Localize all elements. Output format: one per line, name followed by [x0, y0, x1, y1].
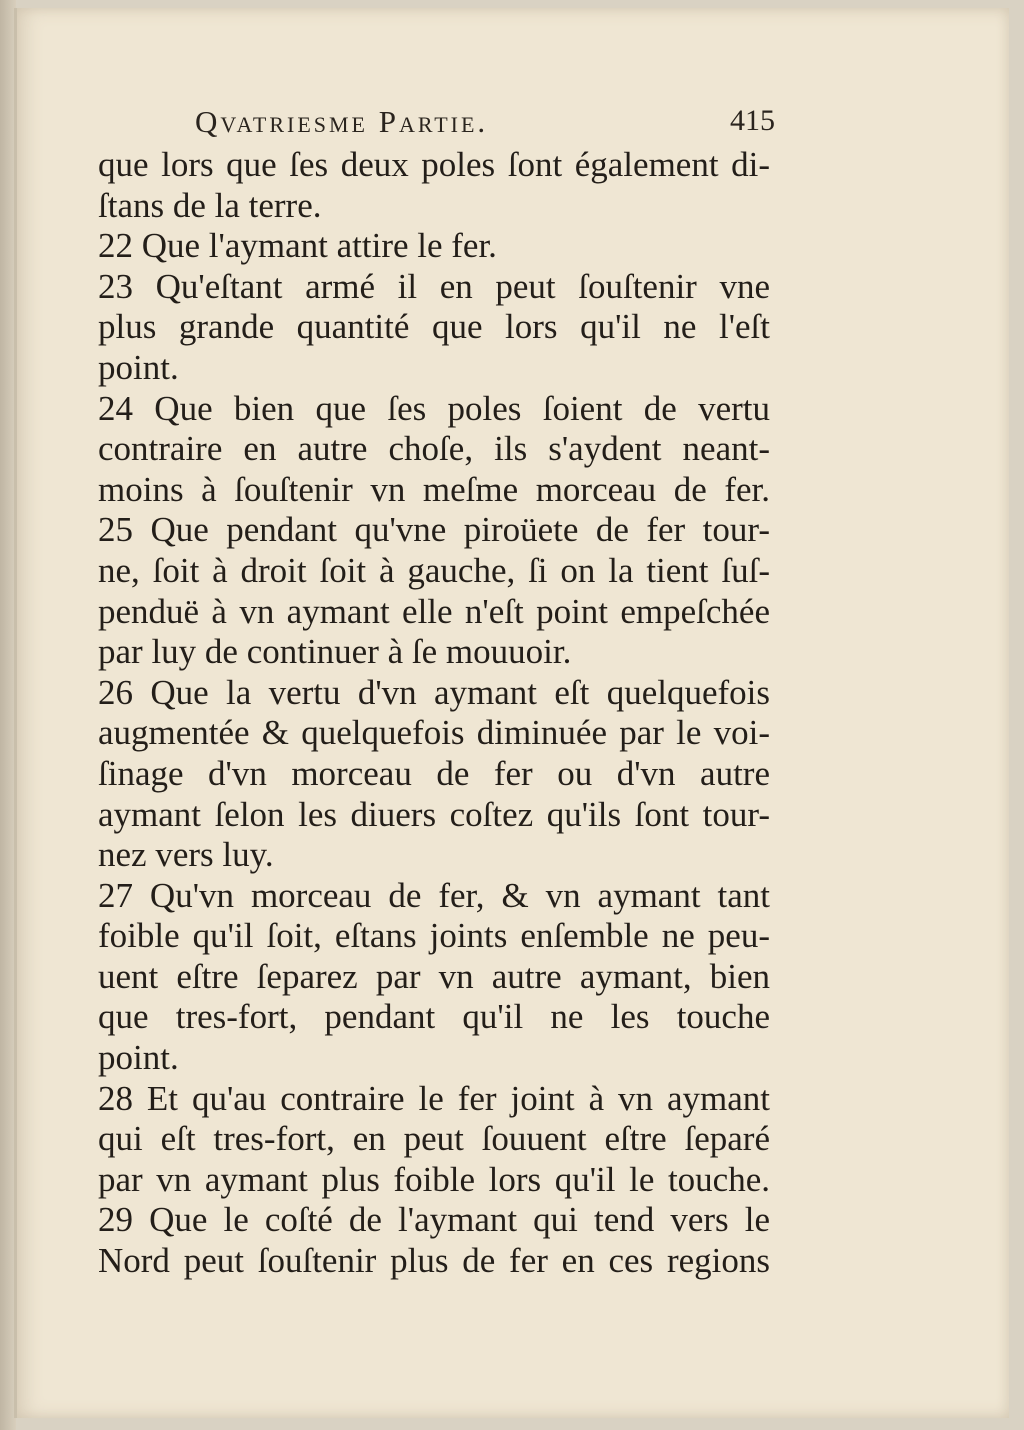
text-line: uent eſtre ſeparez par vn autre aymant, bien [98, 956, 770, 996]
text-line: ſtans de la terre. [98, 185, 322, 225]
text-line: que lors que ſes deux poles ſont également di- [98, 145, 770, 184]
text-line: penduë à vn aymant elle n'eſt point empeſchée [98, 591, 770, 631]
text-line: plus grande quantité que lors qu'il ne l'eſt [98, 307, 770, 347]
text-line: contraire en autre choſe, ils s'aydent neant- [98, 429, 770, 469]
text-line: par vn aymant plus foible lors qu'il le touche. [98, 1159, 770, 1199]
text-line: 25 Que pendant qu'vne piroüete de fer tour- [98, 510, 770, 550]
text-line: qui eſt tres-fort, en peut ſouuent eſtre ſeparé [98, 1119, 770, 1159]
text-line: 28 Et qu'au contraire le fer joint à vn aymant [98, 1078, 770, 1118]
text-line: Nord peut ſouſtenir plus de fer en ces regions [98, 1241, 770, 1281]
text-line: foible qu'il ſoit, eſtans joints enſemble ne peu- [98, 916, 770, 956]
text-line: 26 Que la vertu d'vn aymant eſt quelquefois [98, 672, 770, 712]
text-line: 24 Que bien que ſes poles ſoient de vertu [98, 388, 770, 428]
page-header [195, 104, 775, 148]
text-line: point. [98, 1038, 179, 1078]
body-text [98, 145, 770, 1282]
text-line: 22 Que l'aymant attire le fer. [98, 226, 497, 266]
text-line: nez vers luy. [98, 835, 274, 875]
text-line: augmentée & quelquefois diminuée par le voi- [98, 713, 770, 753]
text-line: moins à ſouſtenir vn meſme morceau de fer. [98, 469, 770, 509]
page-number: 415 [730, 104, 775, 137]
running-head: Qvatriesme Partie. [195, 104, 489, 139]
text-line: 27 Qu'vn morceau de fer, & vn aymant tant [98, 875, 770, 915]
text-line: 23 Qu'eſtant armé il en peut ſouſtenir vne [98, 266, 770, 306]
text-line: ne, ſoit à droit ſoit à gauche, ſi on la tient ſuſ- [98, 550, 770, 590]
text-line: aymant ſelon les diuers coſtez qu'ils ſont tour- [98, 794, 770, 834]
text-line: point. [98, 347, 179, 387]
text-line: ſinage d'vn morceau de fer ou d'vn autre [98, 753, 770, 793]
text-line: 29 Que le coſté de l'aymant qui tend vers le [98, 1200, 770, 1240]
text-line: par luy de continuer à ſe mouuoir. [98, 632, 572, 672]
text-line: que tres-fort, pendant qu'il ne les touche [98, 997, 770, 1037]
